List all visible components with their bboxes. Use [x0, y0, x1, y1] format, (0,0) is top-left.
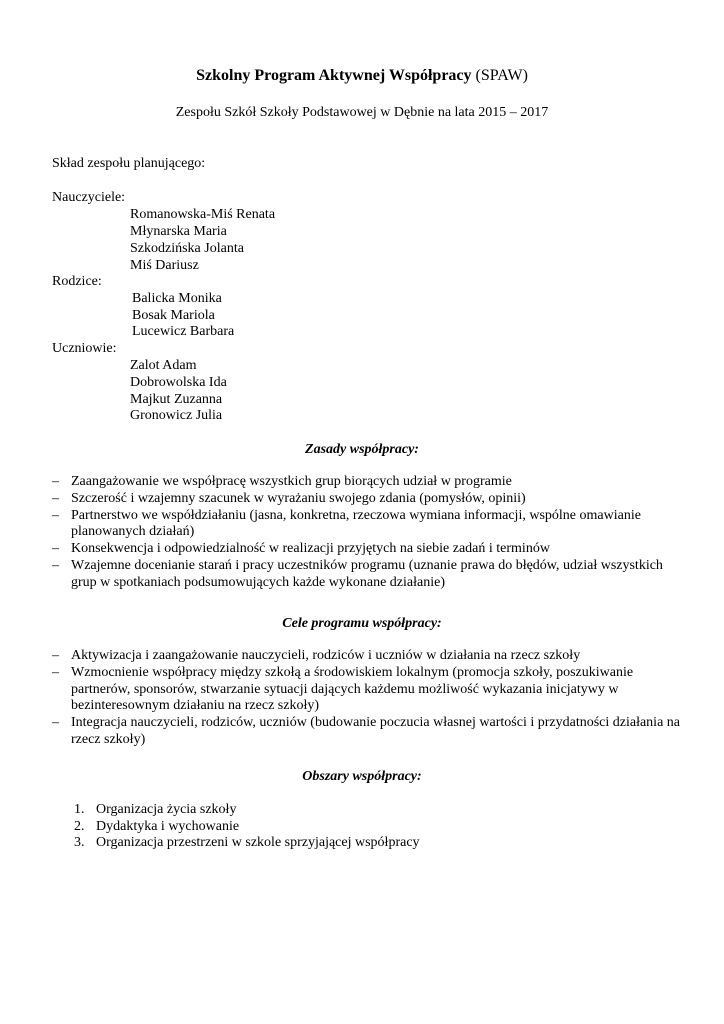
dash-bullet: –	[52, 648, 59, 663]
parents-label: Rodzice:	[52, 274, 102, 289]
document-subtitle: Zespołu Szkół Szkoły Podstawowej w Dębnie na lata 2015 – 2017	[175, 105, 549, 120]
student-name: Gronowicz Julia	[130, 408, 223, 423]
list-item	[52, 665, 682, 715]
parent-name: Balicka Monika	[132, 291, 222, 306]
parent-name: Bosak Mariola	[132, 308, 215, 323]
document-title-suffix: (SPAW)	[471, 67, 528, 84]
goal-text: Wzmocnienie współpracy między szkołą a środowiskiem lokalnym (promocja szkoły, poszukiwanie partnerów, sponsorów, stwarzanie sytuacji dających każdemu możliwość wykazania inicjatywy w bezinteresownym działaniu na rzecz szkoły)	[71, 664, 634, 714]
principle-text: Szczerość i wzajemny szacunek w wyrażaniu swojego zdania (pomysłów, opinii)	[71, 490, 526, 506]
list-item	[70, 802, 670, 819]
areas-heading: Obszary współpracy:	[302, 769, 422, 784]
list-item	[52, 648, 682, 665]
dash-bullet: –	[52, 474, 59, 489]
list-item	[52, 474, 682, 491]
student-name: Dobrowolska Ida	[130, 375, 227, 390]
principle-text: Zaangażowanie we współpracę wszystkich grup biorących udział w programie	[71, 474, 512, 489]
dash-bullet: –	[52, 490, 59, 506]
document-title	[0, 66, 724, 86]
areas-list	[70, 802, 670, 852]
principle-text: Wzajemne docenianie starań i pracy uczestników programu (uznanie prawa do błędów, udział wszystkich grup w spotkaniach podsumowujących każde wykonane działanie)	[71, 557, 663, 590]
list-item	[52, 558, 682, 592]
student-name: Majkut Zuzanna	[130, 392, 223, 407]
list-item	[52, 715, 682, 749]
teacher-name: Romanowska-Miś Renata	[130, 207, 276, 222]
principles-list	[52, 474, 682, 592]
item-number: 2.	[74, 818, 85, 834]
teacher-name: Szkodzińska Jolanta	[130, 241, 244, 256]
area-text: Organizacja przestrzeni w szkole sprzyjającej współpracy	[96, 835, 420, 850]
goal-text: Integracja nauczycieli, rodziców, uczniów (budowanie poczucia własnej wartości i przydatności działania na rzecz szkoły)	[71, 715, 680, 747]
team-heading: Skład zespołu planującego:	[52, 156, 206, 171]
principle-text: Konsekwencja i odpowiedzialność w realizacji przyjętych na siebie zadań i terminów	[71, 541, 550, 557]
item-number: 1.	[74, 802, 85, 817]
dash-bullet: –	[52, 715, 59, 731]
dash-bullet: –	[52, 541, 59, 557]
dash-bullet: –	[52, 557, 59, 573]
item-number: 3.	[74, 835, 85, 850]
teacher-name: Młynarska Maria	[130, 224, 227, 239]
list-item	[52, 491, 682, 508]
document-title-main: Szkolny Program Aktywnej Współpracy	[196, 67, 472, 84]
dash-bullet: –	[52, 507, 59, 523]
teacher-name: Miś Dariusz	[130, 258, 199, 273]
list-item	[52, 541, 682, 558]
area-text: Organizacja życia szkoły	[96, 802, 237, 817]
teachers-label: Nauczyciele:	[52, 190, 126, 205]
goal-text: Aktywizacja i zaangażowanie nauczycieli, rodziców i uczniów w działania na rzecz szkoły	[71, 648, 581, 663]
parent-name: Lucewicz Barbara	[132, 324, 235, 339]
list-item	[70, 835, 670, 852]
goals-list	[52, 648, 682, 749]
list-item	[52, 508, 682, 542]
principles-heading: Zasady współpracy:	[305, 442, 419, 457]
area-text: Dydaktyka i wychowanie	[96, 818, 240, 834]
list-item	[70, 819, 670, 836]
student-name: Zalot Adam	[130, 358, 197, 373]
principle-text: Partnerstwo we współdziałaniu (jasna, konkretna, rzeczowa wymiana informacji, wspólne omawianie planowanych działań)	[71, 507, 641, 540]
students-label: Uczniowie:	[52, 341, 117, 356]
dash-bullet: –	[52, 664, 59, 680]
goals-heading: Cele programu współpracy:	[282, 616, 442, 631]
